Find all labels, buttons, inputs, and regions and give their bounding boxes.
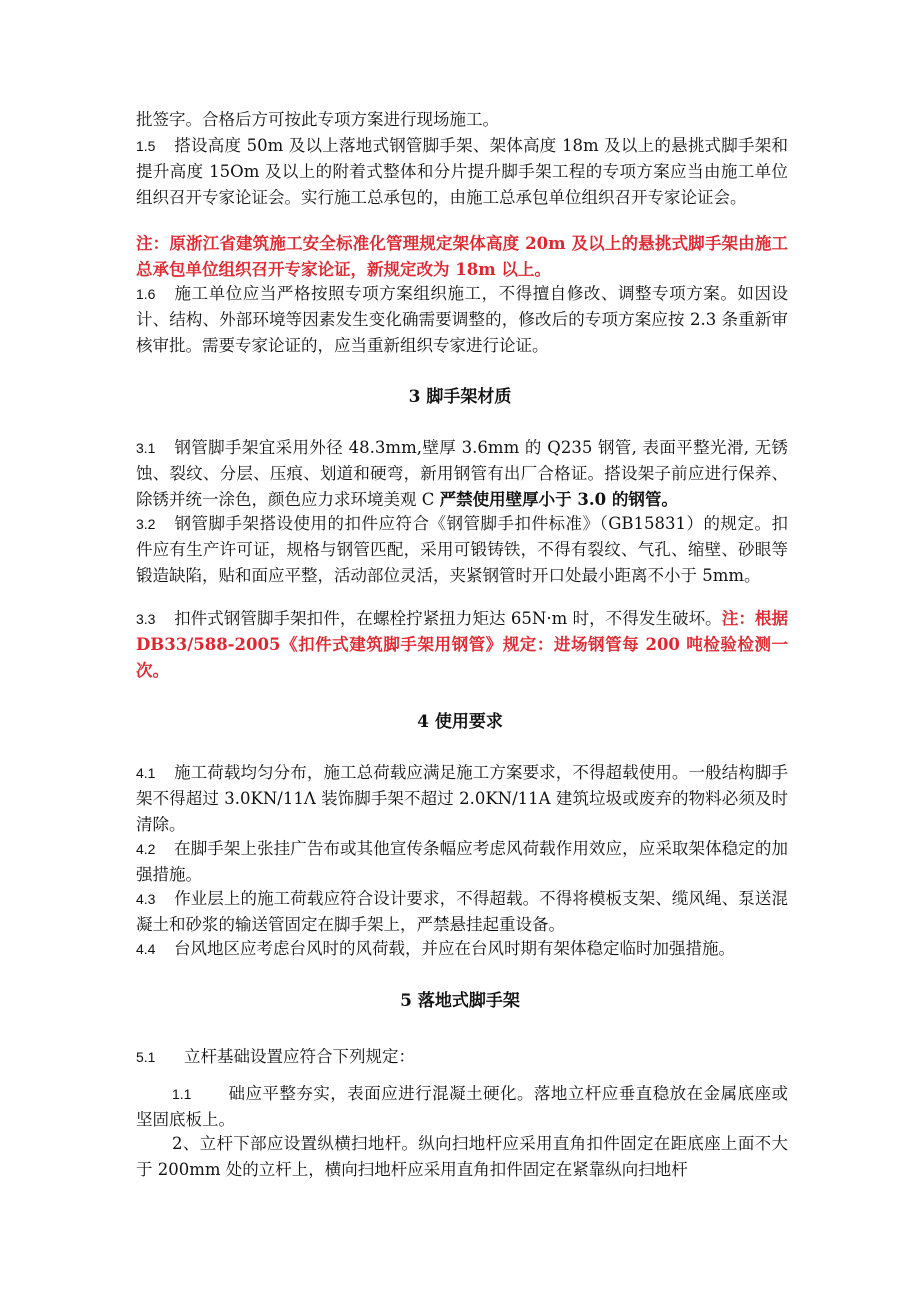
paragraph-5-1: [136, 1044, 788, 1070]
paragraph-5-1-2: [136, 1131, 788, 1183]
clause-number: 3.2: [136, 516, 156, 532]
paragraph-5-1-1: [136, 1081, 788, 1133]
paragraph-text: 在脚手架上张挂广告布或其他宣传条幅应考虑风荷载作用效应，应采取架体稳定的加强措施。: [136, 839, 788, 884]
clause-number: 5.1: [136, 1049, 156, 1065]
paragraph-1-5: [136, 133, 788, 211]
paragraph-4-2: [136, 836, 788, 888]
paragraph-text: 台风地区应考虑台风时的风荷载，并应在台风时期有架体稳定临时加强措施。: [174, 939, 735, 958]
paragraph-text: 作业层上的施工荷载应符合设计要求，不得超载。不得将模板支架、缆风绳、泵送混凝土和砂浆的输送管固定在脚手架上，严禁悬挂起重设备。: [136, 889, 788, 934]
clause-number: 3.3: [136, 611, 156, 627]
clause-number: 4.3: [136, 891, 156, 907]
paragraph-text: 2、立杆下部应设置纵横扫地杆。纵向扫地杆应采用直角扣件固定在距底座上面不大于 200mm 处的立杆上，横向扫地杆应采用直角扣件固定在紧靠纵向扫地杆: [136, 1134, 788, 1179]
note-text: 注：原浙江省建筑施工安全标准化管理规定架体高度 20m 及以上的悬挑式脚手架由施工总承包单位组织召开专家论证，新规定改为 18m 以上。: [136, 234, 788, 279]
paragraph-text: 施工单位应当严格按照专项方案组织施工，不得擅自修改、调整专项方案。如因设计、结构、外部环境等因素发生变化确需要调整的，修改后的专项方案应按 2.3 条重新审核审批。需要专家论证的，应当重新组织专家进行论证。: [136, 284, 788, 355]
paragraph-3-3: [136, 606, 788, 684]
emphasis-text: 严禁使用壁厚小于 3.0 的钢管。: [439, 490, 678, 509]
paragraph-text: 批签字。合格后方可按此专项方案进行现场施工。: [136, 110, 499, 129]
clause-number: 1.1: [172, 1086, 192, 1102]
clause-number: 4.4: [136, 941, 156, 957]
paragraph-text: 搭设高度 50m 及以上落地式钢管脚手架、架体高度 18m 及以上的悬挑式脚手架和提升高度 15Om 及以上的附着式整体和分片提升脚手架工程的专项方案应当由施工单位组织召开专家论证会。实行施工总承包的，由施工总承包单位组织召开专家论证会。: [136, 136, 788, 207]
paragraph-text: 钢管脚手架宜采用外径 48.3mm,壁厚 3.6mm 的 Q235 钢管, 表面平整光滑, 无锈蚀、裂纹、分层、压痕、划道和硬弯，新用钢管有出厂合格证。搭设架子前应进行保养、除锈并统一涂色，颜色应力求环境美观 C: [136, 438, 788, 509]
section-heading-4: 4 使用要求: [417, 712, 503, 732]
clause-number: 3.1: [136, 440, 156, 456]
paragraph-3-2: [136, 511, 788, 589]
paragraph-3-1: [136, 435, 788, 513]
paragraph-text: 立杆基础设置应符合下列规定：: [184, 1047, 415, 1066]
paragraph-4-4: [136, 936, 788, 962]
note-text: 注：根据 DB33/588-2005《扣件式建筑脚手架用钢管》规定：进场钢管每 200 吨检验检测一次。: [136, 609, 788, 680]
paragraph-4-1: [136, 760, 788, 838]
paragraph-text: 施工荷载均匀分布，施工总荷载应满足施工方案要求，不得超载使用。一般结构脚手架不得超过 3.0KN/11Λ 装饰脚手架不超过 2.0KN/11A 建筑垃圾或废弃的物料必须及时清除。: [136, 763, 788, 834]
clause-number: 4.2: [136, 841, 156, 857]
clause-number: 1.5: [136, 138, 156, 154]
paragraph-text: 钢管脚手架搭设使用的扣件应符合《钢管脚手扣件标准》（GB15831）的规定。扣件应有生产许可证，规格与钢管匹配，采用可锻铸铁，不得有裂纹、气孔、缩壁、砂眼等锻造缺陷，贴和面应平整，活动部位灵活，夹紧钢管时开口处最小距离不小于 5mm。: [136, 514, 788, 585]
paragraph-4-3: [136, 886, 788, 938]
paragraph-text: 扣件式钢管脚手架扣件，在螺栓拧紧扭力矩达 65N·m 时，不得发生破坏。: [174, 609, 722, 628]
paragraph-text: 础应平整夯实，表面应进行混凝土硬化。落地立杆应垂直稳放在金属底座或坚固底板上。: [136, 1084, 788, 1129]
section-heading-3: 3 脚手架材质: [408, 387, 512, 407]
clause-number: 4.1: [136, 765, 156, 781]
section-heading-5: 5 落地式脚手架: [400, 991, 520, 1011]
paragraph-intro: [136, 107, 788, 133]
paragraph-1-6: [136, 281, 788, 359]
note-red: [136, 231, 788, 283]
clause-number: 1.6: [136, 286, 156, 302]
